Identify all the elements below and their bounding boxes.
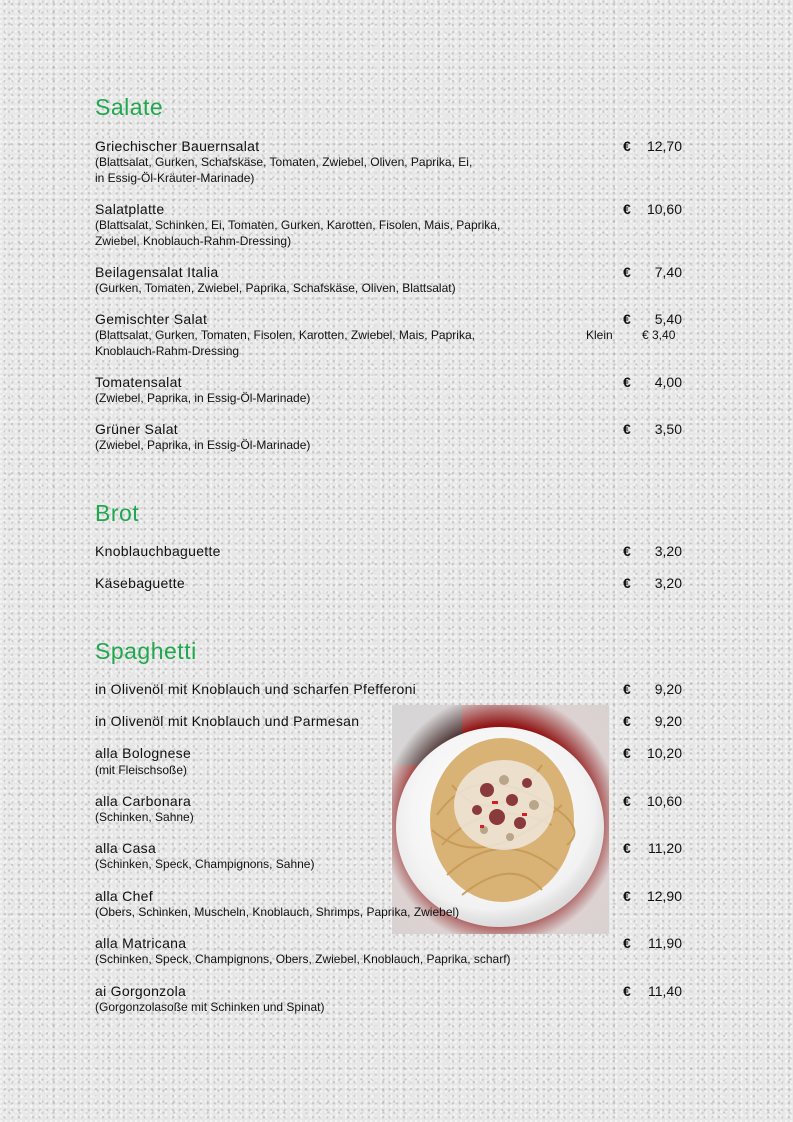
small-portion-price: € 3,40 [642, 328, 676, 342]
item-price: 4,00 [654, 374, 682, 390]
item-description: in Essig-Öl-Kräuter-Marinade) [95, 171, 255, 185]
item-price: 12,90 [646, 888, 682, 904]
item-price: 11,90 [648, 935, 682, 951]
item-name: Salatplatte [95, 201, 165, 217]
currency-symbol: € [623, 374, 631, 390]
item-description: (Gurken, Tomaten, Zwiebel, Paprika, Schafskäse, Oliven, Blattsalat) [95, 281, 456, 295]
currency-symbol: € [623, 421, 631, 437]
item-description: (mit Fleischsoße) [95, 763, 188, 777]
spaghetti-plate-photo [392, 705, 609, 934]
item-name: in Olivenöl mit Knoblauch und Parmesan [95, 713, 360, 729]
currency-symbol: € [623, 935, 631, 951]
currency-symbol: € [623, 201, 631, 217]
currency-symbol: € [623, 793, 631, 809]
item-name: alla Carbonara [95, 793, 192, 809]
currency-symbol: € [623, 888, 631, 904]
item-name: Grüner Salat [95, 421, 178, 437]
item-name: ai Gorgonzola [95, 983, 187, 999]
item-price: 10,60 [646, 793, 682, 809]
currency-symbol: € [623, 745, 631, 761]
item-name: alla Bolognese [95, 745, 192, 761]
item-price: 7,40 [654, 264, 682, 280]
small-portion-label: Klein [586, 328, 613, 342]
item-price: 11,40 [648, 983, 682, 999]
item-description: (Schinken, Sahne) [95, 810, 194, 824]
item-price: 5,40 [654, 311, 682, 327]
currency-symbol: € [623, 681, 631, 697]
section-title-salate: Salate [95, 94, 164, 120]
item-name: alla Casa [95, 840, 157, 856]
item-name: alla Matricana [95, 935, 187, 951]
item-description: (Gorgonzolasoße mit Schinken und Spinat) [95, 1000, 325, 1014]
item-description: Knoblauch-Rahm-Dressing [95, 344, 240, 358]
item-name: Beilagensalat Italia [95, 264, 219, 280]
item-description: (Obers, Schinken, Muscheln, Knoblauch, Shrimps, Paprika, Zwiebel) [95, 905, 460, 919]
currency-symbol: € [623, 264, 631, 280]
currency-symbol: € [623, 713, 631, 729]
section-title-spaghetti: Spaghetti [95, 638, 197, 664]
item-name: Gemischter Salat [95, 311, 208, 327]
currency-symbol: € [623, 138, 631, 154]
item-description: (Blattsalat, Gurken, Schafskäse, Tomaten, Zwiebel, Oliven, Paprika, Ei, [95, 155, 473, 169]
item-description: (Schinken, Speck, Champignons, Obers, Zwiebel, Knoblauch, Paprika, scharf) [95, 952, 511, 966]
item-price: 3,20 [654, 543, 682, 559]
item-price: 9,20 [654, 681, 682, 697]
spaghetti-plate-illustration [392, 705, 609, 934]
item-name: Tomatensalat [95, 374, 182, 390]
item-description: (Zwiebel, Paprika, in Essig-Öl-Marinade) [95, 438, 311, 452]
item-name: Käsebaguette [95, 575, 186, 591]
item-name: in Olivenöl mit Knoblauch und scharfen Pfefferoni [95, 681, 417, 697]
item-price: 11,20 [648, 840, 682, 856]
item-name: Griechischer Bauernsalat [95, 138, 260, 154]
item-price: 3,20 [654, 575, 682, 591]
item-price: 10,20 [646, 745, 682, 761]
currency-symbol: € [623, 983, 631, 999]
item-name: Knoblauchbaguette [95, 543, 221, 559]
currency-symbol: € [623, 575, 631, 591]
item-name: alla Chef [95, 888, 153, 904]
item-price: 10,60 [646, 201, 682, 217]
item-price: 3,50 [654, 421, 682, 437]
item-price: 9,20 [654, 713, 682, 729]
item-description: (Blattsalat, Schinken, Ei, Tomaten, Gurken, Karotten, Fisolen, Mais, Paprika, [95, 218, 501, 232]
item-description: (Zwiebel, Paprika, in Essig-Öl-Marinade) [95, 391, 311, 405]
section-title-brot: Brot [95, 500, 140, 526]
currency-symbol: € [623, 311, 631, 327]
currency-symbol: € [623, 543, 631, 559]
item-description: Zwiebel, Knoblauch-Rahm-Dressing) [95, 234, 292, 248]
item-description: (Schinken, Speck, Champignons, Sahne) [95, 857, 315, 871]
item-description: (Blattsalat, Gurken, Tomaten, Fisolen, Karotten, Zwiebel, Mais, Paprika, [95, 328, 475, 342]
item-price: 12,70 [646, 138, 682, 154]
currency-symbol: € [623, 840, 631, 856]
